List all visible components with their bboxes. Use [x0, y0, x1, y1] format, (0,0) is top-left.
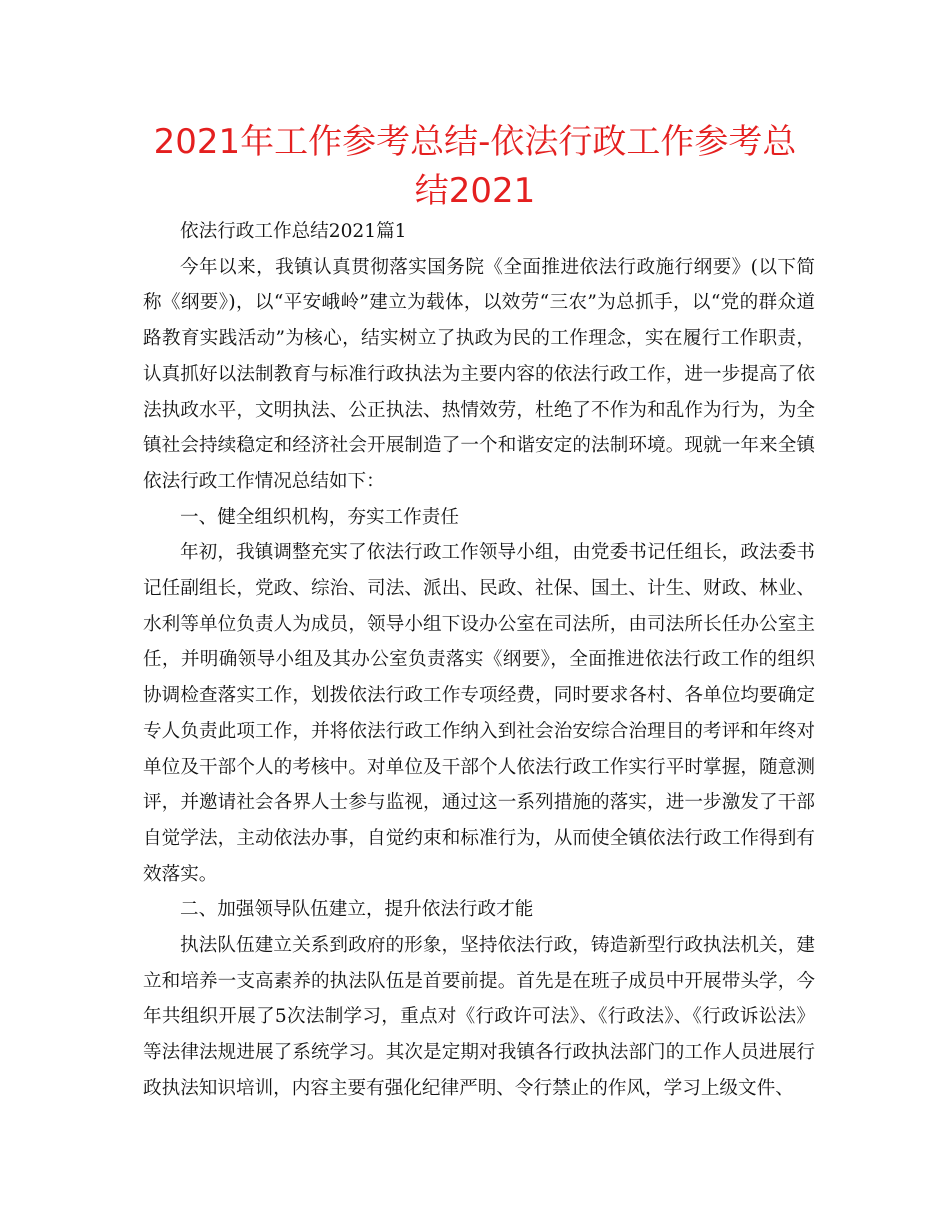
- section-heading-1: 一、健全组织机构，夯实工作责任: [180, 506, 459, 528]
- intro-paragraph: 今年以来，我镇认真贯彻落实国务院《全面推进依法行政施行纲要》(以下简称《纲要》)，以“平安峨岭”建立为载体，以效劳“三农”为总抓手，以“党的群众道路教育实践活动”为核心，结实树立了执政为民的工作理念，实在履行工作职责，认真抓好以法制教育与标准行政执法为主要内容的依法行政工作，进一步提高了依法执政水平，文明执法、公正执法、热情效劳，杜绝了不作为和乱作为行为，为全镇社会持续稳定和经济社会开展制造了一个和谐安定的法制环境。现就一年来全镇依法行政工作情况总结如下：: [143, 256, 815, 492]
- document-body: [143, 214, 815, 1107]
- section-subtitle: 依法行政工作总结2021篇1: [180, 221, 407, 242]
- document-title: 2021年工作参考总结-依法行政工作参考总结2021: [153, 122, 797, 211]
- section-1-paragraph: 年初，我镇调整充实了依法行政工作领导小组，由党委书记任组长，政法委书记任副组长，党政、综治、司法、派出、民政、社保、国土、计生、财政、林业、水利等单位负责人为成员，领导小组下设办公室在司法所，由司法所长任办公室主任，并明确领导小组及其办公室负责落实《纲要》，全面推进依法行政工作的组织协调检查落实工作，划拨依法行政工作专项经费，同时要求各村、各单位均要确定专人负责此项工作，并将依法行政工作纳入到社会治安综合治理目的考评和年终对单位及干部个人的考核中。对单位及干部个人依法行政工作实行平时掌握，随意测评，并邀请社会各界人士参与监视，通过这一系列措施的落实，进一步激发了干部自觉学法，主动依法办事，自觉约束和标准行为，从而使全镇依法行政工作得到有效落实。: [143, 542, 815, 885]
- section-2-paragraph: 执法队伍建立关系到政府的形象，坚持依法行政，铸造新型行政执法机关，建立和培养一支高素养的执法队伍是首要前提。首先是在班子成员中开展带头学，今年共组织开展了5次法制学习，重点对《行政许可法》、《行政法》、《行政诉讼法》等法律法规进展了系统学习。其次是定期对我镇各行政执法部门的工作人员进展行政执法知识培训，内容主要有强化纪律严明、令行禁止的作风，学习上级文件、: [143, 935, 815, 1099]
- section-heading-2: 二、加强领导队伍建立，提升依法行政才能: [180, 899, 534, 921]
